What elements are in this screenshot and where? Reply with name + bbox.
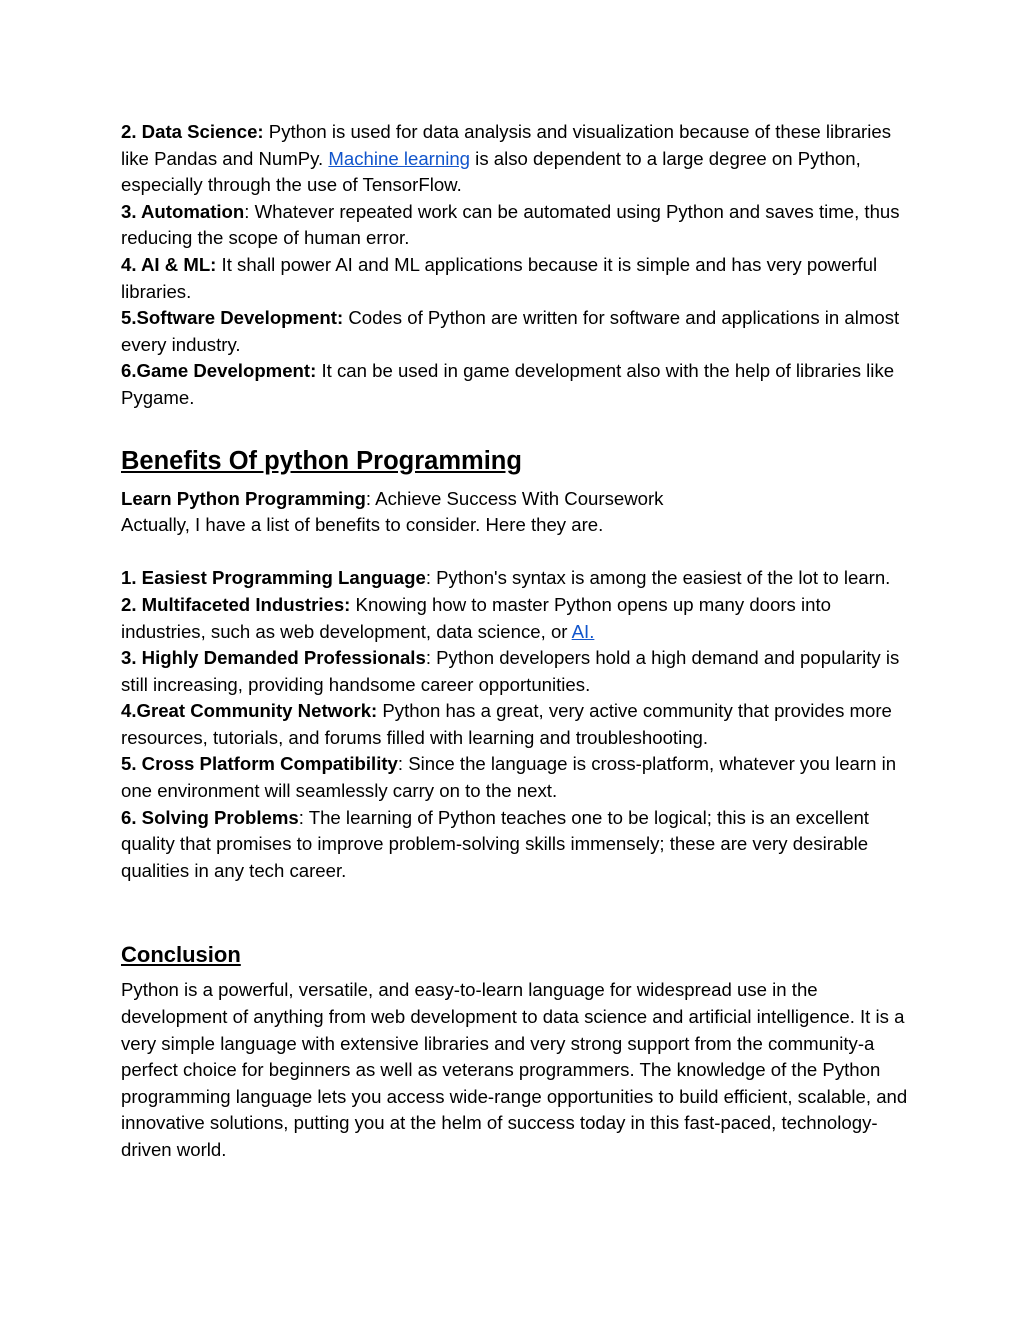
benefit-item-text: Knowing how to master Python opens up many doors into industries, such as web development, data science, or xyxy=(121,593,831,642)
benefit-item-title: 3. Highly Demanded Professionals xyxy=(121,647,426,669)
benefit-item-community-network xyxy=(121,698,911,751)
use-item-text: It shall power AI and ML applications because it is simple and has very powerful libraries. xyxy=(121,253,878,302)
benefits-intro-line2: Actually, I have a list of benefits to consider. Here they are. xyxy=(121,514,604,536)
use-item-ai-ml xyxy=(121,252,911,305)
benefit-item-title: 1. Easiest Programming Language xyxy=(121,567,426,589)
benefit-item-text: : The learning of Python teaches one to be logical; this is an excellent quality that promises to improve problem-solving skills immensely; these are very desirable qualities in any tech career. xyxy=(121,806,869,881)
benefit-item-text: : Since the language is cross-platform, whatever you learn in one environment will seamlessly carry on to the next. xyxy=(121,753,897,802)
benefit-item-demanded-professionals xyxy=(121,645,911,698)
spacer xyxy=(121,412,911,445)
benefit-item-title: 5. Cross Platform Compatibility xyxy=(121,753,398,775)
conclusion-heading: Conclusion xyxy=(121,942,241,968)
benefit-item-cross-platform xyxy=(121,751,911,804)
benefit-item-text: : Python's syntax is among the easiest of the lot to learn. xyxy=(425,567,891,589)
use-item-title: 2. Data Science: xyxy=(121,121,264,142)
benefit-item-solving-problems xyxy=(121,805,911,885)
benefit-item-title: 4.Great Community Network: xyxy=(121,700,378,722)
benefit-item-easiest-language xyxy=(121,565,911,592)
ai-link[interactable]: AI. xyxy=(571,620,595,642)
benefits-intro-text: : Achieve Success With Coursework xyxy=(365,487,664,509)
benefits-intro-bold: Learn Python Programming xyxy=(121,487,366,509)
use-item-title: 6.Game Development: xyxy=(121,360,317,382)
use-item-text: Codes of Python are written for software and applications in almost every industry. xyxy=(121,307,900,355)
spacer xyxy=(121,539,911,566)
benefit-item-text: Python has a great, very active community that provides more resources, tutorials, and forums filled with learning and troubleshooting. xyxy=(121,700,892,748)
benefits-intro xyxy=(121,486,911,513)
benefit-item-title: 2. Multifaceted Industries: xyxy=(121,593,351,615)
benefits-heading: Benefits Of python Programming xyxy=(121,446,522,475)
use-item-title: 4. AI & ML: xyxy=(121,253,217,275)
use-item-software-development xyxy=(121,305,911,358)
benefit-item-multifaceted-industries xyxy=(121,592,911,645)
use-item-text: Python is used for data analysis and visualization because of these libraries like Pandas and NumPy. xyxy=(121,121,892,169)
benefit-item-title: 6. Solving Problems xyxy=(121,806,299,828)
use-item-data-science xyxy=(121,119,911,199)
use-item-title: 5.Software Development: xyxy=(121,307,344,329)
use-item-text: is also dependent to a large degree on Python, especially through the use of TensorFlow. xyxy=(121,147,861,196)
use-item-game-development xyxy=(121,358,911,411)
conclusion-text: Python is a powerful, versatile, and easy-to-learn language for widespread use in the development of anything from web development to data science and artificial intelligence. It is a very simple language with extensive libraries and very strong support from the community-a perfect choice for beginners as well as veterans programmers. The knowledge of the Python programming language lets you access wide-range opportunities to build efficient, scalable, and innovative solutions, putting you at the helm of success today in this fast-paced, technology-driven world. xyxy=(121,979,908,1160)
spacer xyxy=(121,970,911,977)
document-page xyxy=(121,119,911,1164)
use-item-automation xyxy=(121,199,911,252)
benefit-item-text: : Python developers hold a high demand and popularity is still increasing, providing handsome career opportunities. xyxy=(121,647,900,695)
use-item-text: : Whatever repeated work can be automated using Python and saves time, thus reducing the scope of human error. xyxy=(121,200,900,249)
spacer xyxy=(121,477,911,486)
machine-learning-link[interactable]: Machine learning xyxy=(328,147,471,169)
spacer xyxy=(121,884,911,940)
use-item-text: It can be used in game development also with the help of libraries like Pygame. xyxy=(121,360,895,408)
use-item-title: 3. Automation xyxy=(121,200,245,222)
